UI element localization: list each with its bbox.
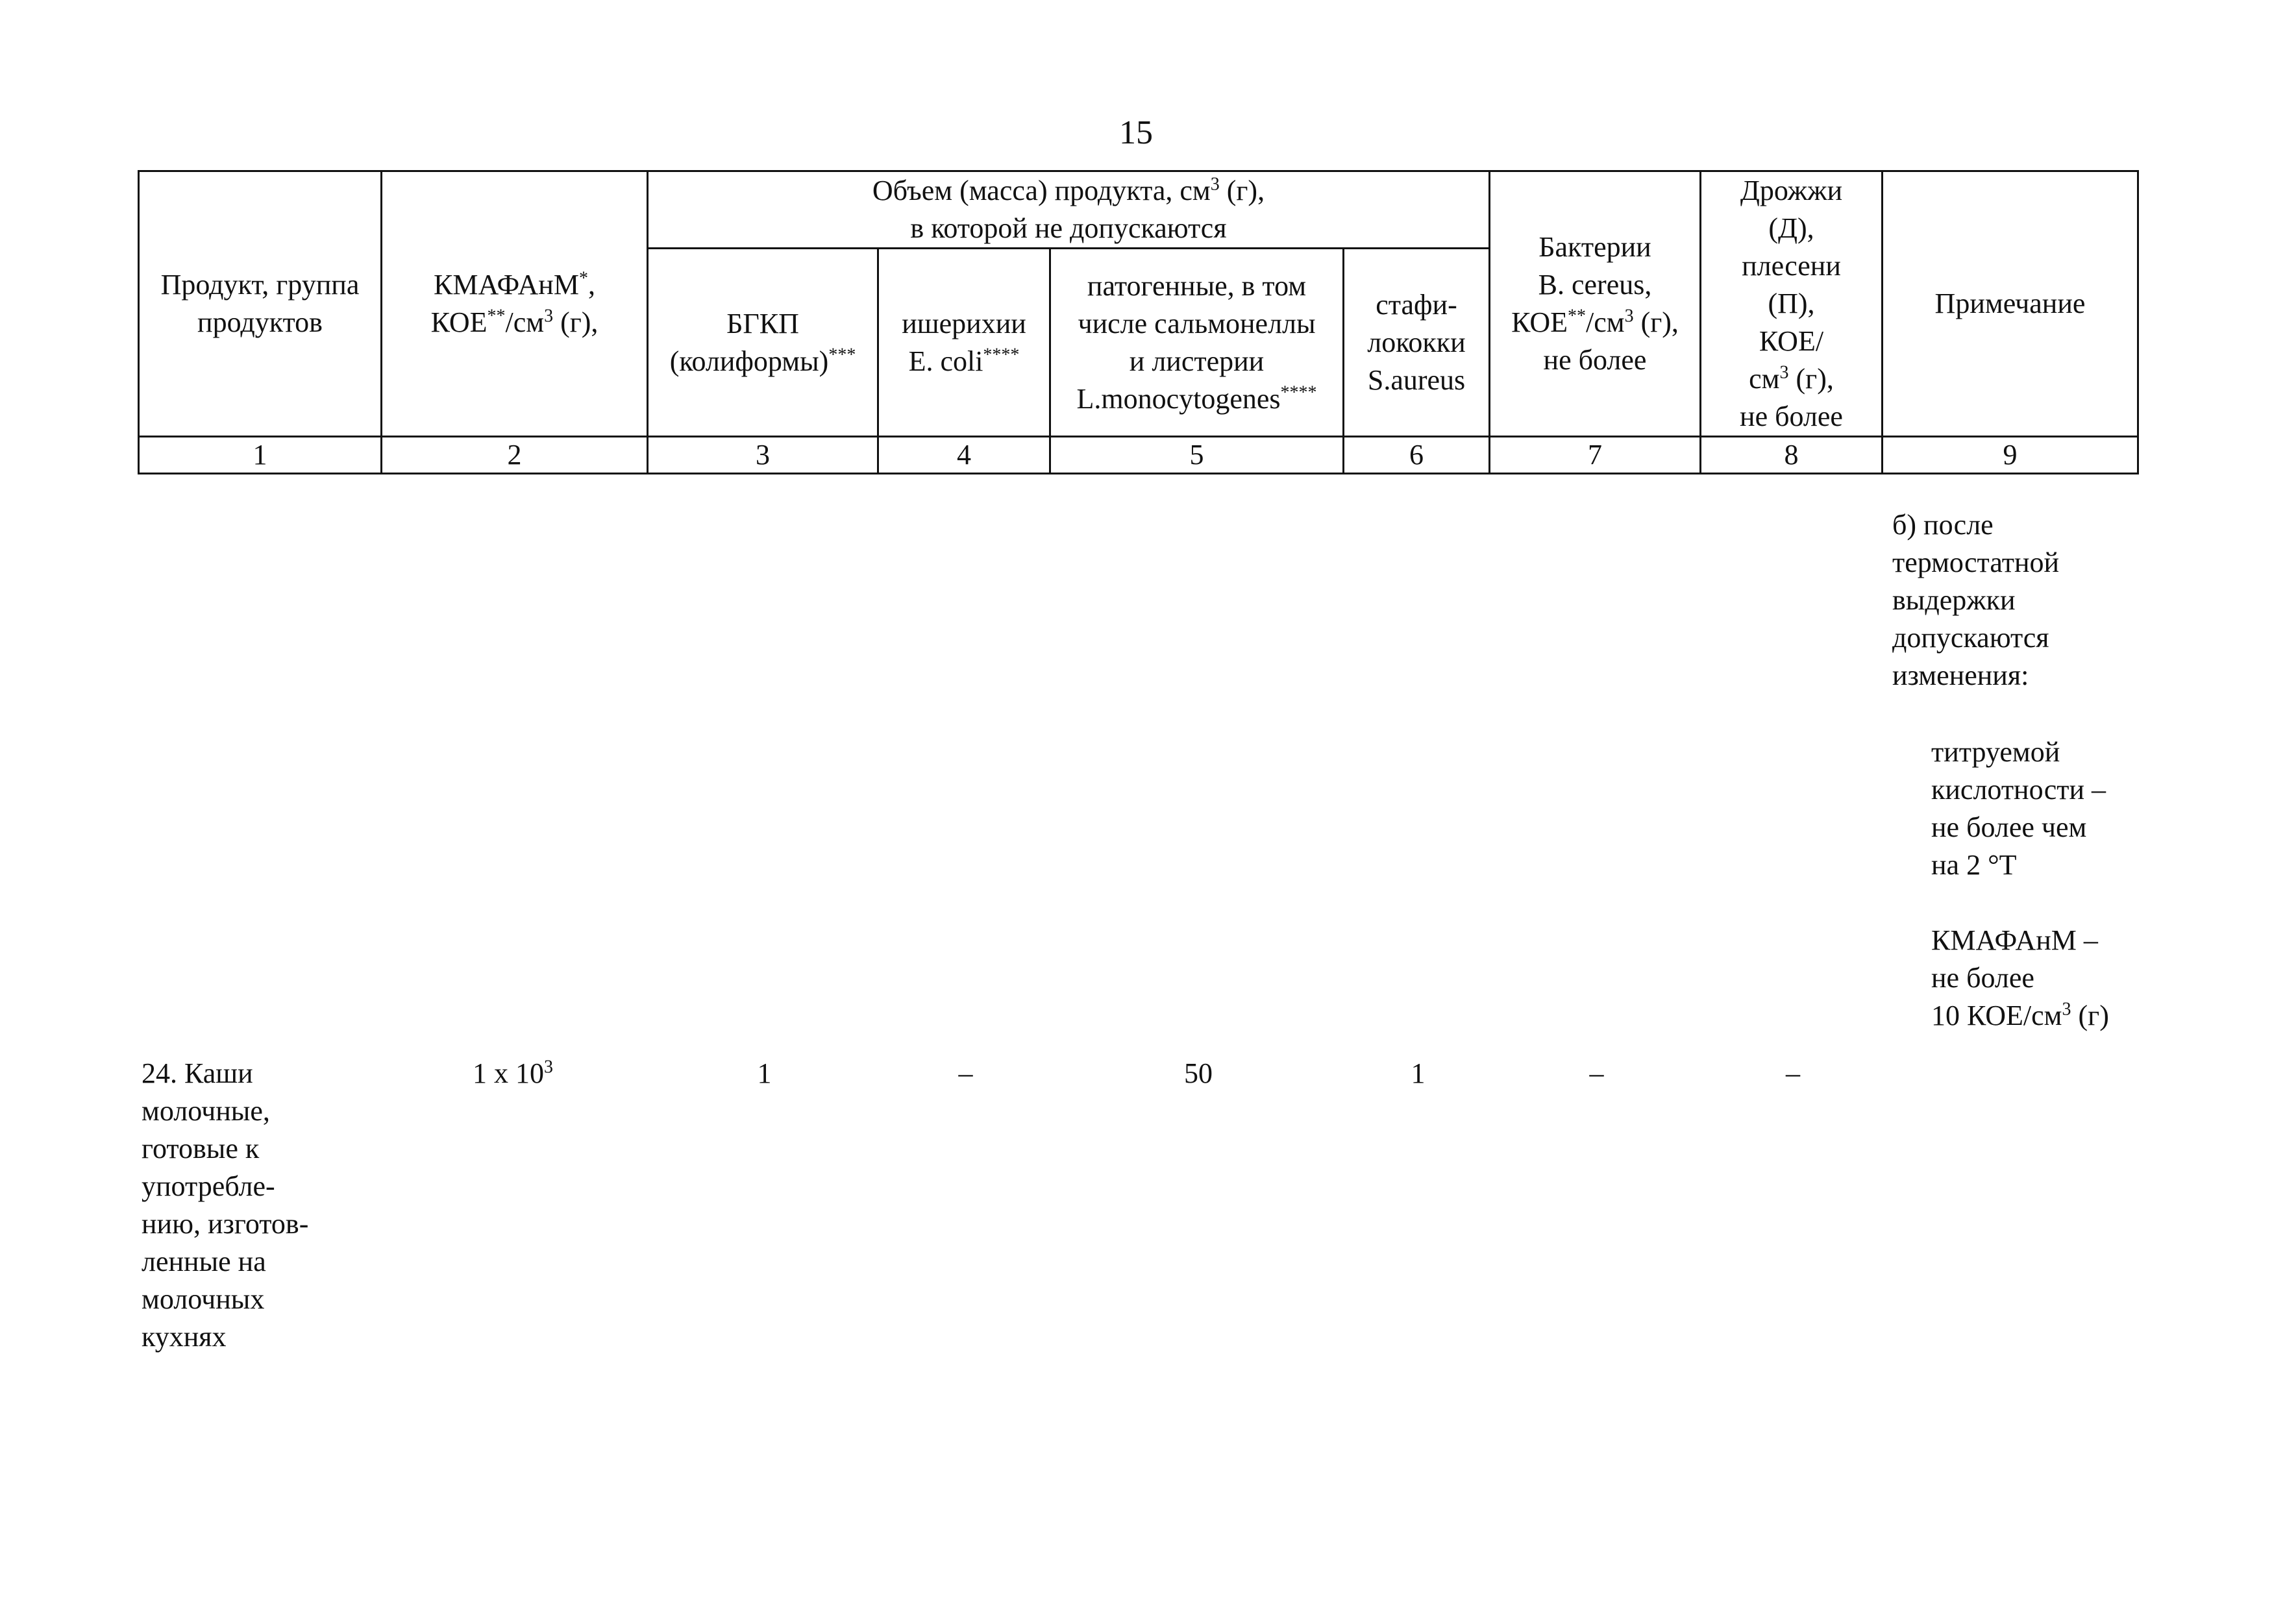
header-yeast-mold: Дрожжи (Д), плесени (П), КОЕ/ $см^3$ (г), не более [1701,171,1883,437]
column-number: 4 [878,437,1050,474]
column-number: 1 [139,437,382,474]
header-pathogens: патогенные, в том числе сальмонеллы и листерии L.monocytogenes**** [1050,249,1344,437]
header-staph: стафи- лококки S.aureus [1344,249,1490,437]
row24-pathogens: 50 [1184,1057,1213,1089]
note-acidity: титруемой кислотности – не более чем на 2 °Т [1931,736,2106,881]
header-product: Продукт, группа продуктов [139,171,382,437]
header-bcereus: Бактерии B. cereus, $КОЕ^{**}/см^3$ (г), не более [1490,171,1701,437]
header-table [138,170,2139,474]
column-number: 3 [648,437,878,474]
header-remark: Примечание [1883,171,2138,437]
column-number: 7 [1490,437,1701,474]
column-number: 8 [1701,437,1883,474]
row24-product: 24. Каши молочные, готовые к употребле- нию, изготов- ленные на молочных кухнях [142,1057,309,1353]
page-number: 15 [1119,114,1153,151]
note-kmafanm: КМАФАнМ – не более 10 КОЕ/$см^3$ (г) [1931,924,2109,1031]
row24-kmafanm: 1 x $10^3$ [473,1057,553,1089]
row24-ecoli: – [958,1057,973,1089]
column-number: 2 [382,437,648,474]
header-bgkp: БГКП (колиформы)*** [648,249,878,437]
column-number: 5 [1050,437,1344,474]
note-thermostat: б) после термостатной выдержки допускаются изменения: [1892,509,2060,691]
row24-yeast: – [1786,1057,1800,1089]
header-volume-group: Объем (масса) продукта, $см^3$ (г), в которой не допускаются [648,171,1490,249]
header-kmafanm: КМАФАнМ*, $КОЕ^{**}/см^3$ (г), [382,171,648,437]
row24-bcereus: – [1589,1057,1604,1089]
row24-staph: 1 [1411,1057,1426,1089]
header-ecoli: ишерихии E. coli**** [878,249,1050,437]
column-number: 9 [1883,437,2138,474]
row24-bgkp: 1 [757,1057,772,1089]
column-number: 6 [1344,437,1490,474]
